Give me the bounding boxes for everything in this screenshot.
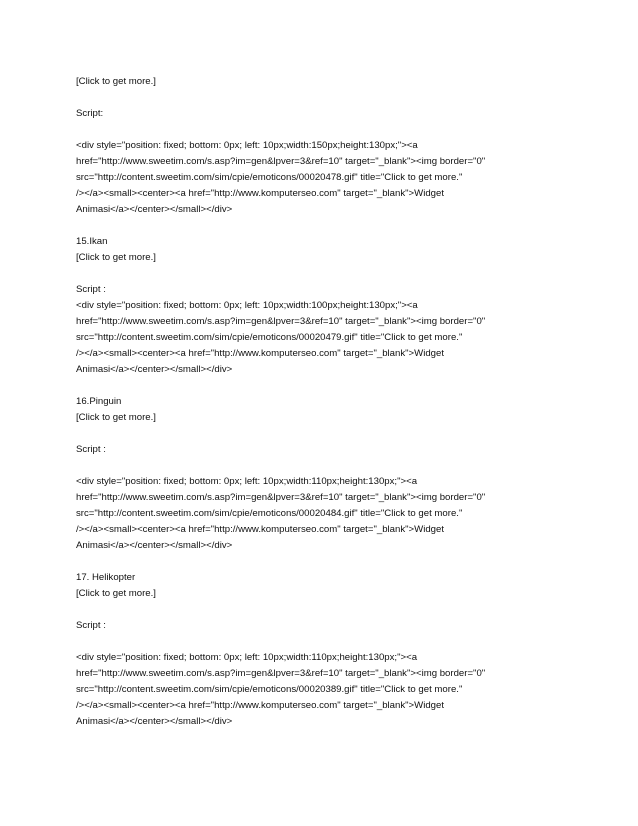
script-label: Script : [76, 620, 106, 631]
code-line: src="http://content.sweetim.com/sim/cpie/emoticons/00020479.gif" title="Click to get more." [76, 332, 463, 343]
spacer [76, 458, 576, 474]
code-line: Animasi</a></center></small></div> [76, 204, 233, 215]
spacer [76, 218, 576, 234]
code-line: Animasi</a></center></small></div> [76, 364, 233, 375]
code-line: href="http://www.sweetim.com/s.asp?im=gen&lpver=3&ref=10" target="_blank"><img border="0" [76, 316, 486, 327]
code-line: href="http://www.sweetim.com/s.asp?im=gen&lpver=3&ref=10" target="_blank"><img border="0" [76, 668, 486, 679]
spacer [76, 634, 576, 650]
spacer [76, 602, 576, 618]
spacer [76, 266, 576, 282]
code-line: href="http://www.sweetim.com/s.asp?im=gen&lpver=3&ref=10" target="_blank"><img border="0" [76, 492, 486, 503]
spacer [76, 426, 576, 442]
code-line: /></a><small><center><a href="http://www.komputerseo.com" target="_blank">Widget [76, 524, 444, 535]
spacer [76, 378, 576, 394]
click-link[interactable] [76, 410, 576, 426]
code-line: src="http://content.sweetim.com/sim/cpie/emoticons/00020478.gif" title="Click to get more." [76, 172, 463, 183]
script-label: Script: [76, 108, 104, 119]
script-label: Script : [76, 444, 106, 455]
section-heading: 17. Helikopter [76, 572, 136, 583]
section-heading: 16.Pinguin [76, 396, 122, 407]
code-line: Animasi</a></center></small></div> [76, 716, 233, 727]
code-line: /></a><small><center><a href="http://www.komputerseo.com" target="_blank">Widget [76, 348, 444, 359]
code-line: src="http://content.sweetim.com/sim/cpie/emoticons/00020389.gif" title="Click to get more." [76, 684, 463, 695]
click-link[interactable] [76, 74, 576, 90]
click-link-anchor[interactable]: [Click to get more.] [76, 412, 156, 423]
click-link[interactable] [76, 250, 576, 266]
script-label: Script : [76, 284, 106, 295]
click-link-anchor[interactable]: [Click to get more.] [76, 76, 156, 87]
code-line: /></a><small><center><a href="http://www.komputerseo.com" target="_blank">Widget [76, 188, 444, 199]
code-line: <div style="position: fixed; bottom: 0px; left: 10px;width:150px;height:130px;"><a [76, 140, 418, 151]
spacer [76, 122, 576, 138]
code-line: <div style="position: fixed; bottom: 0px; left: 10px;width:100px;height:130px;"><a [76, 300, 418, 311]
spacer [76, 90, 576, 106]
code-line: Animasi</a></center></small></div> [76, 540, 233, 551]
click-link-anchor[interactable]: [Click to get more.] [76, 252, 156, 263]
document-body [76, 74, 576, 730]
spacer [76, 554, 576, 570]
code-line: src="http://content.sweetim.com/sim/cpie/emoticons/00020484.gif" title="Click to get more." [76, 508, 463, 519]
code-line: <div style="position: fixed; bottom: 0px; left: 10px;width:110px;height:130px;"><a [76, 476, 418, 487]
click-link[interactable] [76, 586, 576, 602]
click-link-anchor[interactable]: [Click to get more.] [76, 588, 156, 599]
section-heading: 15.Ikan [76, 236, 108, 247]
code-line: href="http://www.sweetim.com/s.asp?im=gen&lpver=3&ref=10" target="_blank"><img border="0" [76, 156, 486, 167]
code-line: <div style="position: fixed; bottom: 0px; left: 10px;width:110px;height:130px;"><a [76, 652, 418, 663]
code-line: /></a><small><center><a href="http://www.komputerseo.com" target="_blank">Widget [76, 700, 444, 711]
